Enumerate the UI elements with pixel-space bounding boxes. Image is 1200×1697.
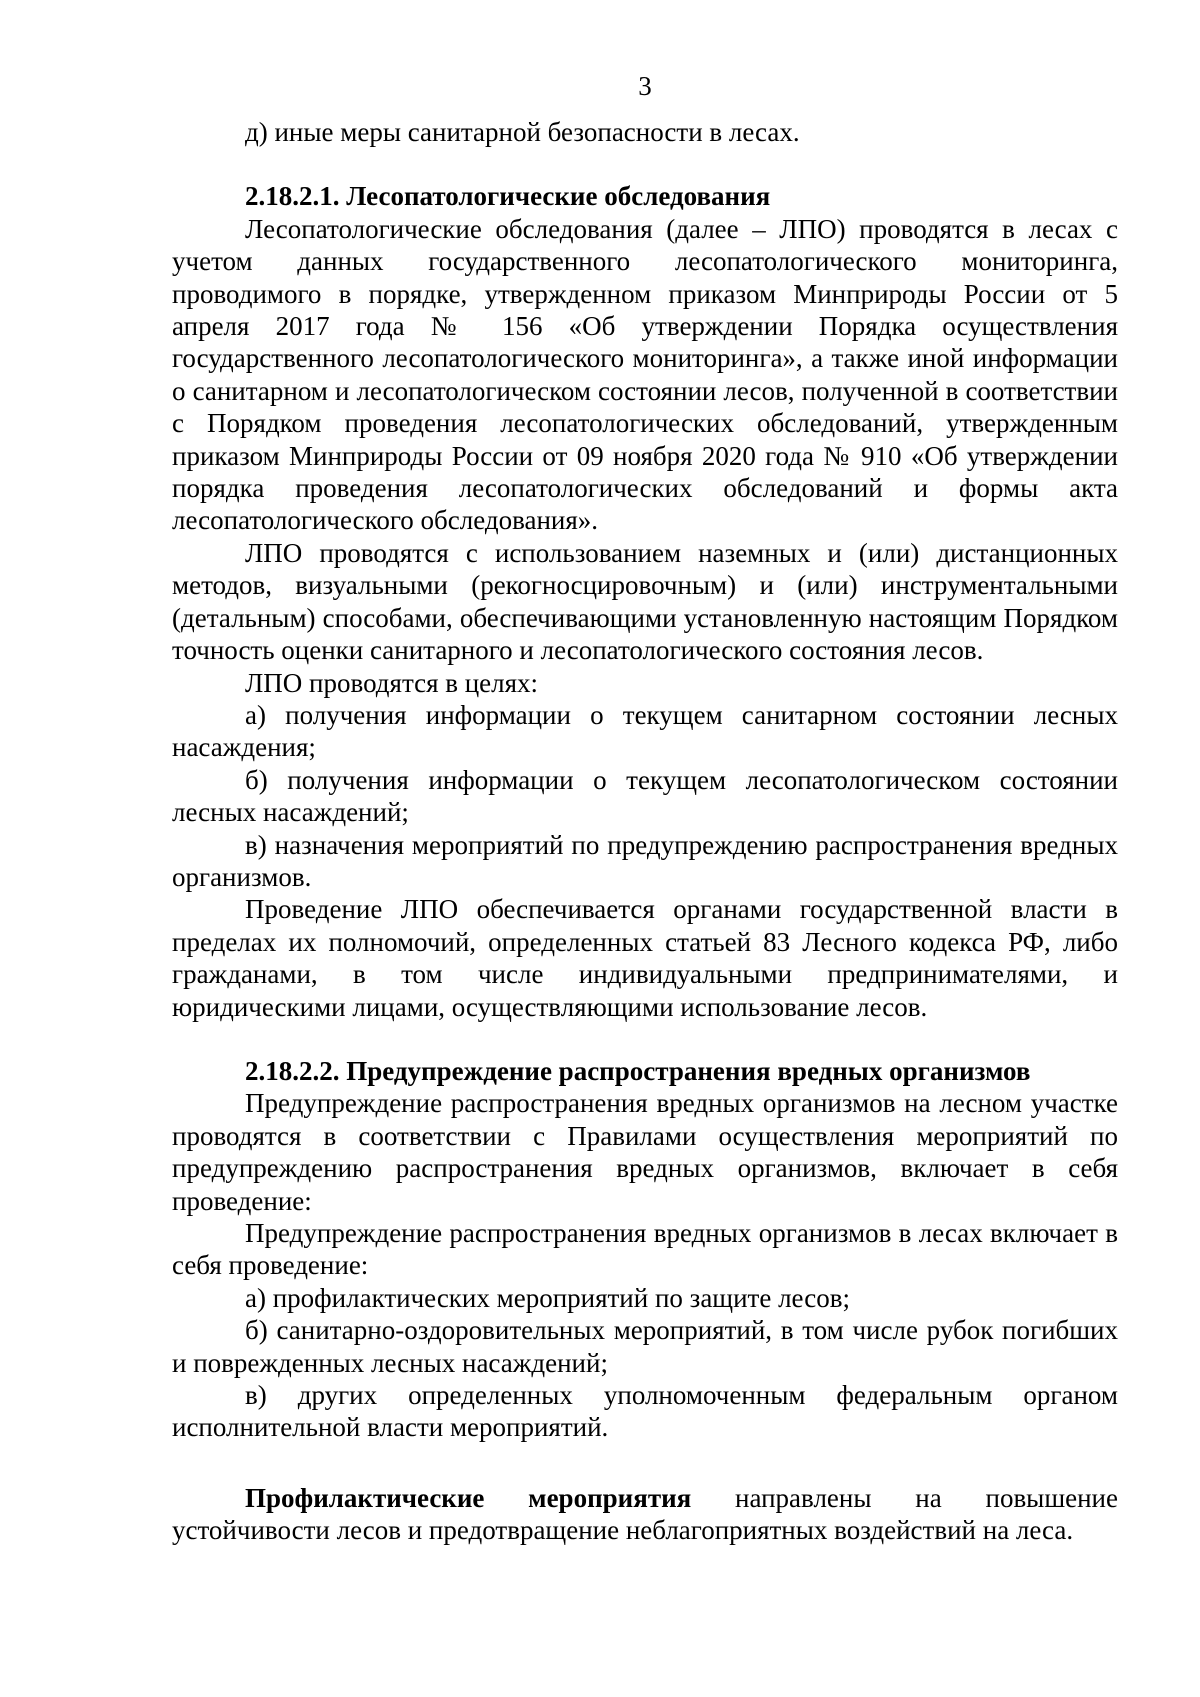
lpo-goal-b: б) получения информации о текущем лесопатологическом состоянии лесных насаждений; <box>172 764 1118 828</box>
lpo-goal-a: а) получения информации о текущем санитарном состоянии лесных насаждения; <box>172 699 1118 763</box>
final-bold-term: Профилактические мероприятия <box>245 1482 692 1513</box>
prevention-paragraph-1: Предупреждение распространения вредных организмов на лесном участке проводятся в соответствии с Правилами осуществления мероприятий по предупреждению распространения вредных организмов, включает в себя проведение: <box>172 1088 1118 1216</box>
prevention-item-b: б) санитарно-оздоровительных мероприятий, в том числе рубок погибших и поврежденных лесных насаждений; <box>172 1315 1118 1378</box>
page-number: 3 <box>638 71 652 101</box>
prevention-item-c: в) других определенных уполномоченным федеральным органом исполнительной власти мероприятий. <box>172 1380 1118 1443</box>
section-heading-lpo: 2.18.2.1. Лесопатологические обследования <box>245 181 771 212</box>
lpo-paragraph-2: ЛПО проводятся с использованием наземных и (или) дистанционных методов, визуальными (рекогносцировочным) и (или) инструментальными (детальным) способами, обеспечивающими установленную настоящим Порядком точность оценки санитарного и лесопатологического состояния лесов. <box>172 537 1118 666</box>
page-content <box>172 116 1118 1547</box>
prevention-paragraph-2: Предупреждение распространения вредных организмов в лесах включает в себя проведение: <box>172 1218 1118 1281</box>
lpo-goal-c: в) назначения мероприятий по предупреждению распространения вредных организмов. <box>172 829 1118 892</box>
final-paragraph-text: направлены на повышение устойчивости лесов и предотвращение неблагоприятных воздействий на леса. <box>172 1482 1118 1546</box>
lpo-paragraph-3: ЛПО проводятся в целях: <box>245 667 539 698</box>
lpo-paragraph-1: Лесопатологические обследования (далее – ЛПО) проводятся в лесах с учетом данных государственного лесопатологического мониторинга, проводимого в порядке, утвержденном приказом Минприроды России от 5 апреля 2017 года № 156 «Об утверждении Порядка осуществления государственного лесопатологического мониторинга», а также иной информации о санитарном и лесопатологическом состоянии лесов, полученной в соответствии с Порядком проведения лесопатологических обследований, утвержденным приказом Минприроды России от 09 ноября 2020 года № 910 «Об утверждении порядка проведения лесопатологических обследований и формы акта лесопатологического обследования». <box>172 213 1118 536</box>
item-d-paragraph: д) иные меры санитарной безопасности в лесах. <box>245 117 800 147</box>
section-heading-prevention: 2.18.2.2. Предупреждение распространения вредных организмов <box>245 1055 1031 1086</box>
final-paragraph <box>172 1482 1118 1547</box>
lpo-paragraph-7: Проведение ЛПО обеспечивается органами государственной власти в пределах их полномочий, определенных статьей 83 Лесного кодекса РФ, либо гражданами, в том числе индивидуальными предпринимателями, и юридическими лицами, осуществляющими использование лесов. <box>172 894 1118 1022</box>
prevention-item-a: а) профилактических мероприятий по защите лесов; <box>245 1282 850 1313</box>
